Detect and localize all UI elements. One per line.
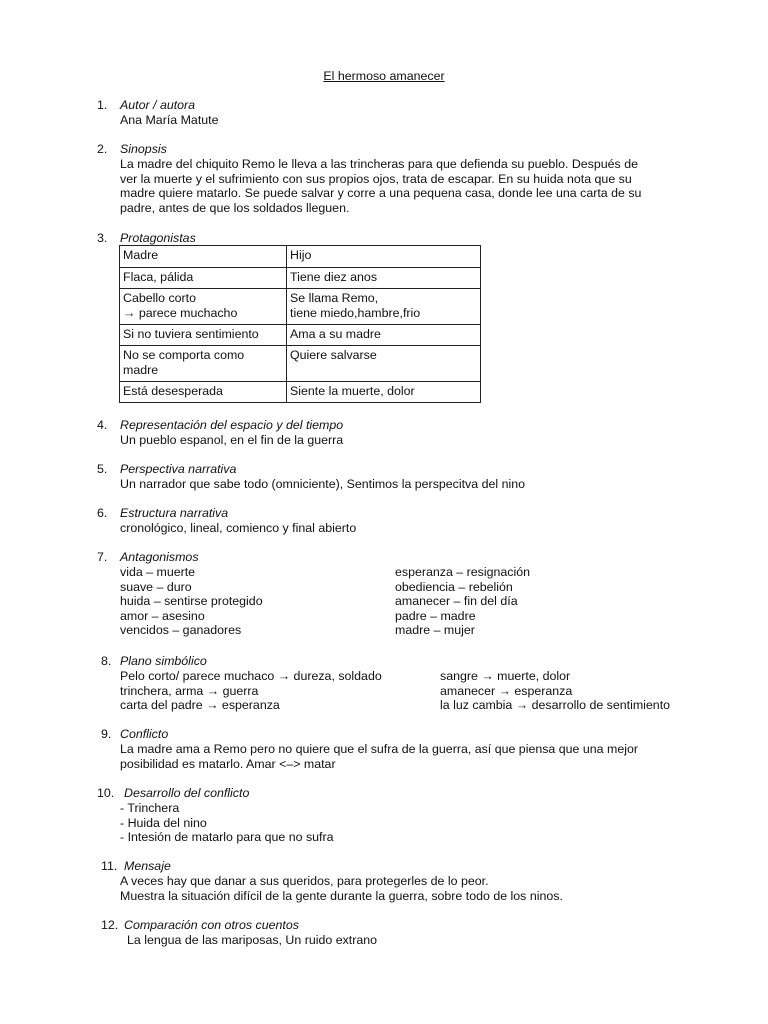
section-body [120,521,690,536]
right-column [395,565,530,638]
list-item: carta del padre → esperanza [120,698,280,713]
section-heading: Mensaje [124,859,171,873]
list-item: amanecer – fin del día [395,594,518,609]
list-item: trinchera, arma → guerra [120,683,259,698]
section-heading: Sinopsis [120,142,167,156]
section-number: 6. [97,506,108,520]
list-item: - Trinchera [120,801,180,815]
section-number: 3. [97,231,108,245]
text-line: A veces hay que danar a sus queridos, para protegerles de lo peor. [120,874,489,888]
list-item: suave – duro [120,579,192,594]
left-column [120,565,263,638]
list-item: huida – sentirse protegido [120,594,263,609]
table-cell: Tiene diez anos [287,268,481,289]
section-number: 9. [101,727,112,741]
list-item: la luz cambia → desarrollo de sentimiento [440,698,671,713]
table-cell: Siente la muerte, dolor [287,382,481,403]
section-heading: Comparación con otros cuentos [124,918,299,932]
text-line: La madre ama a Remo pero no quiere que el sufra de la guerra, así que piensa que una mejor [120,742,638,756]
table-cell: Hijo [287,246,481,268]
table-cell: Cabello corto → parece muchacho [120,289,287,325]
section-heading: Conflicto [120,727,169,741]
section-heading: Protagonistas [120,231,196,245]
section-number: 8. [101,654,112,668]
protagonists-table [119,245,481,403]
list-item: obediencia – rebelión [395,579,513,594]
section-body [120,874,690,903]
list-item: padre – madre [395,608,476,623]
list-item: amor – asesino [120,608,205,623]
section-heading: Estructura narrativa [120,506,229,520]
section-number: 7. [97,550,108,564]
list-item: Pelo corto/ parece muchaco → dureza, soldado [120,669,382,683]
table-cell: Está desesperada [120,382,287,403]
section-body [127,933,697,948]
text-line: Muestra la situación difícil de la gente durante la guerra, sobre todo de los ninos. [120,888,563,903]
section-number: 4. [97,418,108,432]
list-item: amanecer → esperanza [440,683,573,698]
section-number: 5. [97,462,108,476]
text-line: padre, antes de que los soldados lleguen. [120,200,350,215]
text-line: Ana María Matute [120,113,219,127]
list-item: vencidos – ganadores [120,623,242,638]
table-cell: Si no tuviera sentimiento [120,325,287,346]
section-number: 2. [97,142,108,156]
table-cell: Se llama Remo, tiene miedo,hambre,frio [287,289,481,325]
document-title: El hermoso amanecer [323,69,445,83]
section-number: 10. [97,786,115,800]
section-body [120,433,690,448]
table-row [120,268,481,289]
table-cell: No se comporta como madre [120,346,287,382]
section-heading: Plano simbólico [120,654,207,668]
table-cell: Madre [120,246,287,268]
table-cell: Flaca, pálida [120,268,287,289]
section-heading: Antagonismos [120,550,199,564]
section-number: 1. [97,98,108,112]
list-item: madre – mujer [395,623,475,638]
list-item: vida – muerte [120,565,196,579]
text-line: La madre del chiquito Remo le lleva a las trincheras para que defienda su pueblo. Después de [120,157,638,171]
section-heading: Perspectiva narrativa [120,462,237,476]
list-item: - Huida del nino [120,815,207,830]
table-cell: Ama a su madre [287,325,481,346]
table-row [120,289,481,325]
section-body [120,477,690,492]
section-heading: Representación del espacio y del tiempo [120,418,344,432]
section-body [120,801,690,845]
section-number: 11. [101,859,118,873]
left-column [120,669,382,713]
table-row [120,346,481,382]
section-number: 12. [101,918,119,932]
text-line: cronológico, lineal, comienco y final abierto [120,521,357,535]
section-body [120,113,690,128]
right-column [440,669,670,713]
text-line: madre quiere matarlo. Se puede salvar y corre a una pequena casa, donde lee una carta de su [120,186,642,201]
section-heading: Autor / autora [120,98,196,112]
text-line: La lengua de las mariposas, Un ruido extrano [127,933,378,947]
section-body [120,157,690,215]
section-heading: Desarrollo del conflicto [124,786,250,800]
list-item: esperanza – resignación [395,565,531,579]
text-line: Un narrador que sabe todo (omniciente), Sentimos la perspecitva del nino [120,477,525,491]
text-line: Un pueblo espanol, en el fin de la guerra [120,433,344,447]
text-line: posibilidad es matarlo. Amar <–> matar [120,756,336,771]
table-row [120,382,481,403]
section-body [120,742,690,771]
text-line: ver la muerte y el sufrimiento con sus propios ojos, trata de escapar. En su huida nota que su [120,171,632,186]
table-row [120,325,481,346]
table-cell: Quiere salvarse [287,346,481,382]
table-row [120,246,481,268]
list-item: sangre → muerte, dolor [440,669,571,683]
list-item: - Intesión de matarlo para que no sufra [120,830,334,845]
